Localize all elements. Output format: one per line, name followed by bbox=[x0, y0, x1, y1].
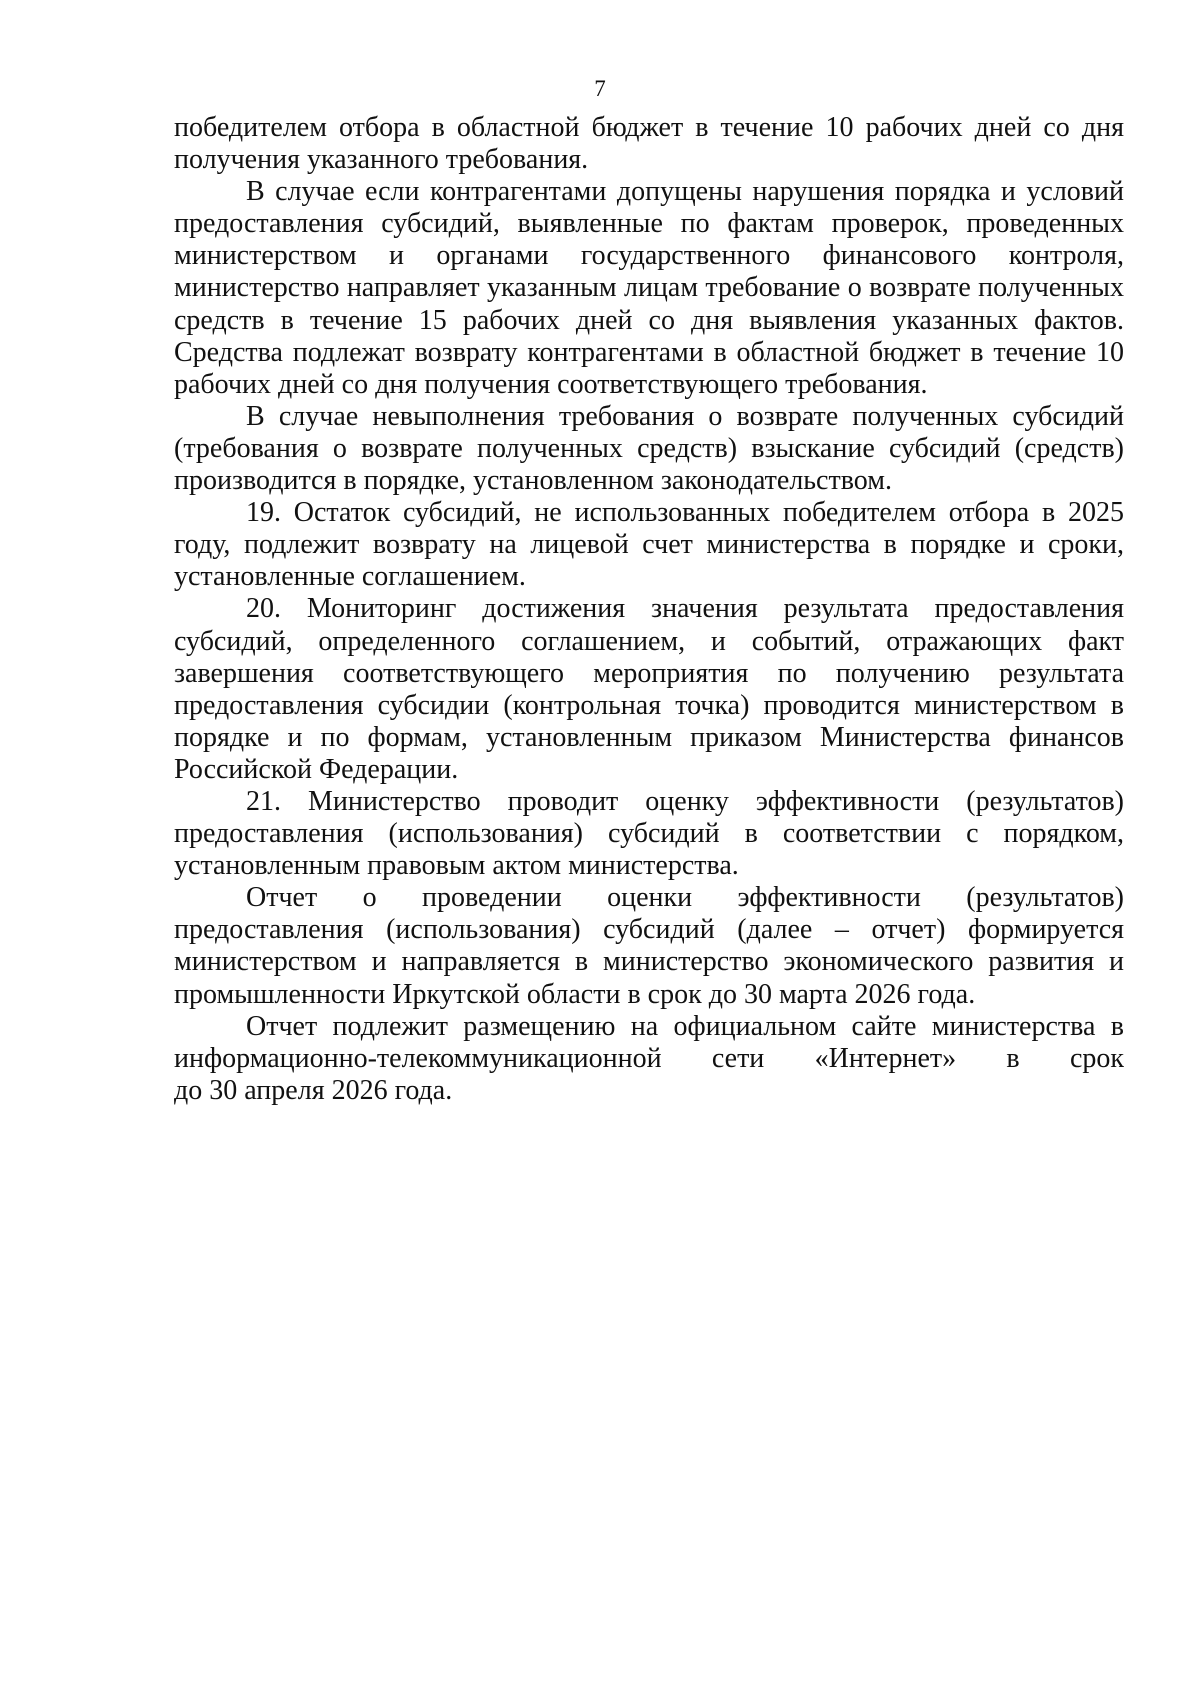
paragraph-report-publication-end: до 30 апреля 2026 года. bbox=[174, 1074, 453, 1106]
paragraph-report-publication: Отчет подлежит размещению на официальном сайте министерства в информационно-телекоммуникационной сети «Интернет» в срок bbox=[174, 1010, 1124, 1074]
page-number: 7 bbox=[594, 76, 606, 101]
paragraph-clause-21: 21. Министерство проводит оценку эффективности (результатов) предоставления (использования) субсидий в соответствии с порядком, установленным правовым актом министерства. bbox=[174, 785, 1124, 882]
document-body bbox=[174, 112, 1124, 1107]
paragraph-report-formation: Отчет о проведении оценки эффективности (результатов) предоставления (использования) субсидий (далее – отчет) формируется министерством и направляется в министерство экономического развития и промышленности Иркутской области в срок до 30 марта 2026 года. bbox=[174, 882, 1124, 1010]
paragraph-clause-20: 20. Мониторинг достижения значения результата предоставления субсидий, определенного соглашением, и событий, отражающих факт завершения соответствующего мероприятия по получению результата предоставления субсидии (контрольная точка) проводится министерством в порядке и по формам, установленным приказом Министерства финансов Российской Федерации. bbox=[174, 593, 1124, 785]
paragraph-continuation: победителем отбора в областной бюджет в течение 10 рабочих дней со дня получения указанного требования. bbox=[174, 112, 1124, 176]
paragraph-contractor-violations: В случае если контрагентами допущены нарушения порядка и условий предоставления субсидий, выявленные по фактам проверок, проведенных министерством и органами государственного финансового контроля, министерство направляет указанным лицам требование о возврате полученных средств в течение 15 рабочих дней со дня выявления указанных фактов. Средства подлежат возврату контрагентами в областной бюджет в течение 10 рабочих дней со дня получения соответствующего требования. bbox=[174, 176, 1124, 400]
paragraph-non-fulfillment: В случае невыполнения требования о возврате полученных субсидий (требования о возврате полученных средств) взыскание субсидий (средств) производится в порядке, установленном законодательством. bbox=[174, 400, 1124, 497]
paragraph-clause-19: 19. Остаток субсидий, не использованных победителем отбора в 2025 году, подлежит возврату на лицевой счет министерства в порядке и сроки, установленные соглашением. bbox=[174, 497, 1124, 593]
